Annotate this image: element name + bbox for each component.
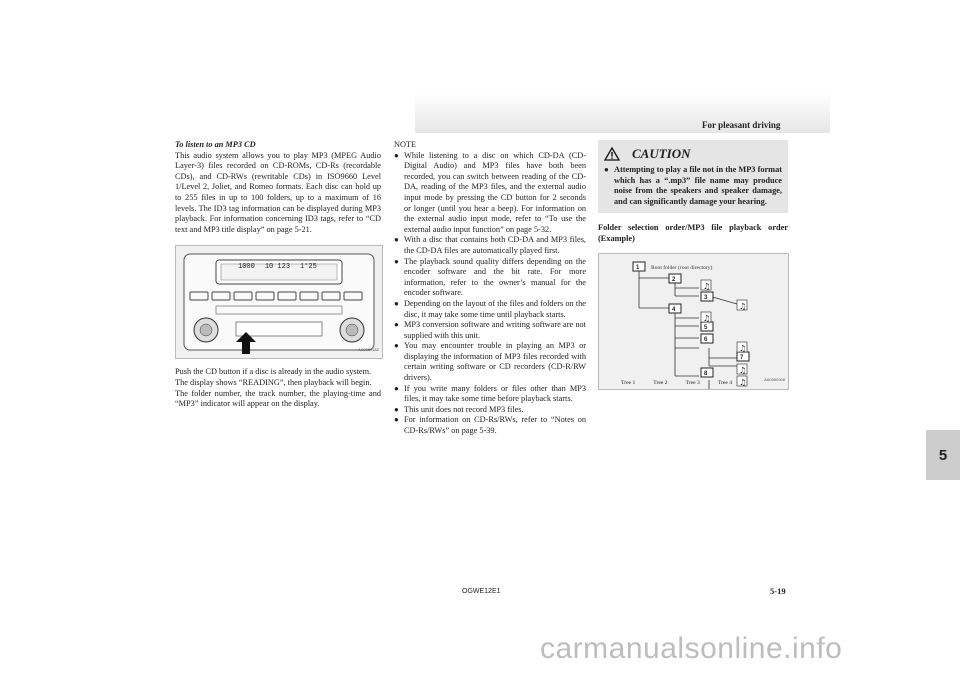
note-column: [394, 140, 586, 437]
audio-unit-figure: [175, 245, 383, 359]
section-heading: To listen to an MP3 CD: [175, 140, 256, 149]
figure-code: AA0060308: [764, 376, 785, 382]
folder-boxes: [633, 262, 749, 377]
note-item: ● While listening to a disc on which CD-DA (CD-Digital Audio) and MP3 files have both been recorded, you can switch between reading of the CD-DA, reading of the MP3 files, and the external audio input mode by pressing the CD button for 2 seconds or longer (until you hear a beep). For information on the external audio input mode, refer to “To use the external audio input function” on page 5-32.: [394, 151, 586, 236]
caution-text: ● Attempting to play a file not in the MP3 format which has a “.mp3” file name may produce noise from the speakers and speaker damage, and can significantly damage your hearing.: [604, 165, 782, 207]
note-item: ● MP3 conversion software and writing software are not supplied with this unit.: [394, 320, 586, 341]
chapter-tab: 5: [926, 430, 960, 480]
note-item: ● If you write many folders or files other than MP3 files, it may take some time before playback starts.: [394, 384, 586, 405]
note-item: ● This unit does not record MP3 files.: [394, 405, 586, 416]
folder-box-label: 6: [704, 336, 708, 343]
left-column: [175, 140, 381, 410]
svg-text:♫: ♫: [739, 377, 747, 387]
footer-code: OGWE12E1: [462, 588, 501, 595]
folder-tree-figure: [598, 253, 789, 390]
caution-box: [598, 140, 788, 213]
folder-heading: Folder selection order/MP3 file playback order (Example): [598, 223, 788, 243]
folder-box-label: 7: [740, 354, 744, 361]
intro-paragraph: This audio system allows you to play MP3 (MPEG Audio Layer-3) files recorded on CD-ROMs, CD-Rs (recordable CDs), and CD-RWs (rewritable CDs) in ISO9660 Level 1/Level 2, Joliet, and Romeo formats. Each disc can hold up to 255 files in up to 100 folders, up to a maximum of 16 levels. The ID3 tag information can be displayed during MP3 playback. For information concerning ID3 tags, refer to “CD text and MP3 title display” on page 5-21.: [175, 150, 381, 234]
header-title: For pleasant driving: [702, 120, 781, 130]
instruction-1: Push the CD button if a disc is already in the audio system.: [175, 367, 372, 377]
folder-box-label: 8: [704, 370, 708, 377]
tree-labels: [621, 378, 732, 389]
caution-title: CAUTION: [632, 145, 691, 161]
note-item: ● Depending on the layout of the files and folders on the disc, it may take some time until playback starts.: [394, 299, 586, 320]
folder-box-label: 4: [672, 306, 676, 313]
page-number: 5-19: [770, 586, 786, 596]
right-column: [598, 140, 788, 390]
svg-text:♫: ♫: [739, 301, 747, 311]
display-time: 1°25: [300, 263, 317, 272]
note-item: ● For information on CD-Rs/RWs, refer to “Notes on CD-Rs/RWs” on page 5-39.: [394, 415, 586, 436]
note-item: ● You may encounter trouble in playing an MP3 or displaying the information of MP3 files recorded with certain writing software or CD recorders (CD-R/RW drivers).: [394, 341, 586, 383]
display-track: 10 123: [264, 263, 291, 272]
folder-box-label: 3: [704, 294, 708, 301]
folder-box-label: 5: [704, 324, 708, 331]
display-text: 1000: [238, 263, 255, 272]
tree-label: Tree 3: [685, 379, 700, 386]
tree-label: Tree 2: [653, 379, 668, 386]
tree-label: Tree 1: [621, 379, 636, 386]
note-item: ● The playback sound quality differs depending on the encoder software and the bit rate. For more information, refer to the owner’s manual for the encoder software.: [394, 257, 586, 299]
folder-tree-diagram: [599, 254, 788, 389]
folder-box-label: 1: [636, 264, 640, 271]
svg-text:♫: ♫: [703, 281, 711, 291]
tree-label: Tree 4: [717, 379, 732, 386]
watermark: carmanualsonline.info: [540, 632, 843, 665]
instruction-3: The folder number, the track number, the playing-time and “MP3” indicator will appear on the display.: [175, 388, 381, 409]
svg-text:♫: ♫: [703, 313, 711, 323]
warning-triangle-icon: [604, 147, 620, 161]
display-readout: [238, 262, 317, 273]
svg-text:♫: ♫: [739, 365, 747, 375]
note-label: NOTE: [394, 140, 417, 149]
folder-box-label: 2: [672, 276, 676, 283]
caution-header: [604, 143, 782, 165]
note-item: ● With a disc that contains both CD-DA and MP3 files, the CD-DA files are automatically played first.: [394, 235, 586, 256]
svg-text:♫: ♫: [739, 343, 747, 353]
root-folder-label: Root folder (root directory): [651, 264, 713, 271]
figure-code: AA0052182: [358, 346, 379, 352]
instruction-2: The display shows “READING”, then playback will begin.: [175, 377, 372, 387]
